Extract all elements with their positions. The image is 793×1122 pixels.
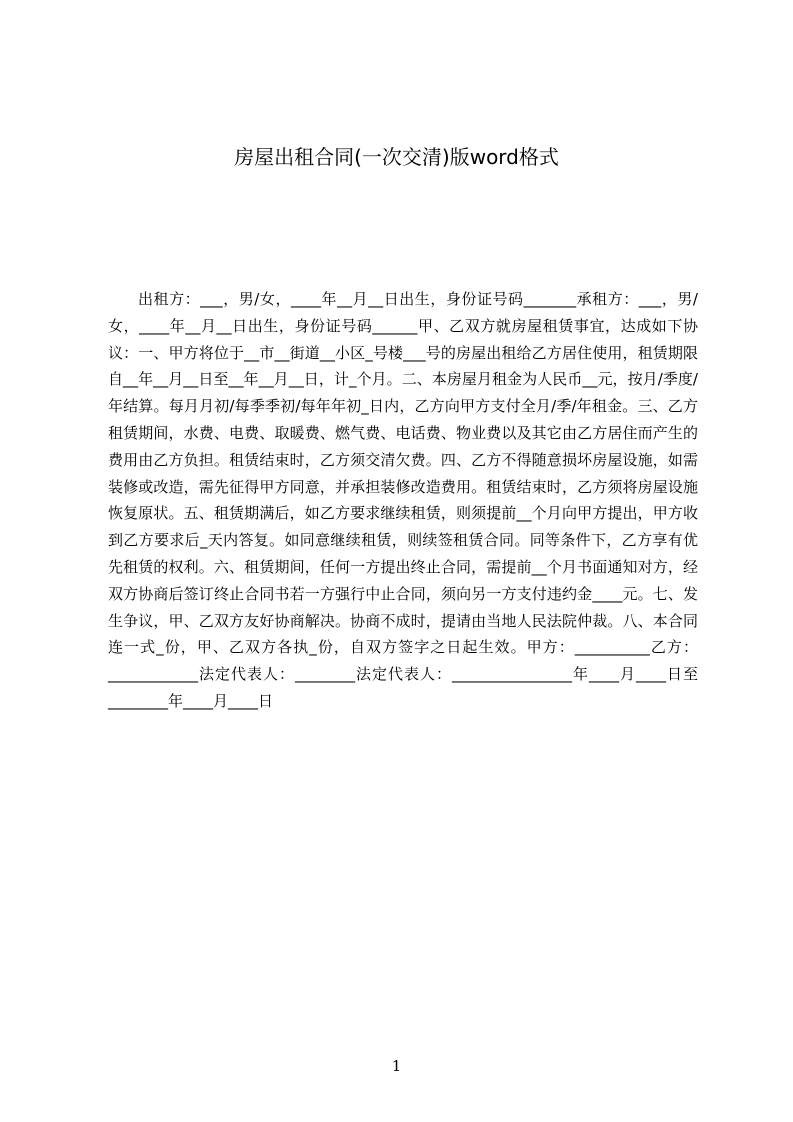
page-number: 1 — [391, 1057, 402, 1075]
document-title: 房屋出租合同(一次交清)版word格式 — [234, 145, 559, 169]
contract-body-paragraph: 出租方：___，男/女，____年__月__日出生，身份证号码_______承租方：___，男/女，____年__月__日出生，身份证号码______甲、乙双方就房屋租赁事宜，达成如下协议：一、甲方将位于__市__街道__小区_号楼___号的房屋出租给乙方居住使用，租赁期限自__年__月__日至__年__月__日，计_个月。二、本房屋月租金为人民币__元，按月/季度/年结算。每月月初/每季季初/每年年初_日内，乙方向甲方支付全月/季/年租金。三、乙方租赁期间，水费、电费、取暖费、燃气费、电话费、物业费以及其它由乙方居住而产生的费用由乙方负担。租赁结束时，乙方须交清欠费。四、乙方不得随意损坏房屋设施，如需装修或改造，需先征得甲方同意，并承担装修改造费用。租赁结束时，乙方须将房屋设施恢复原状。五、租赁期满后，如乙方要求继续租赁，则须提前__个月向甲方提出，甲方收到乙方要求后_天内答复。如同意继续租赁，则续签租赁合同。同等条件下，乙方享有优先租赁的权利。六、租赁期间，任何一方提出终止合同，需提前__个月书面通知对方，经双方协商后签订终止合同书若一方强行中止合同，须向另一方支付违约金____元。七、发生争议，甲、乙双方友好协商解决。协商不成时，提请由当地人民法院仲裁。八、本合同连一式_份，甲、乙双方各执_份，自双方签字之日起生效。甲方：__________乙方：____________法定代表人：________法定代表人：________________年____月____日至________年____月____日 — [108, 290, 698, 710]
